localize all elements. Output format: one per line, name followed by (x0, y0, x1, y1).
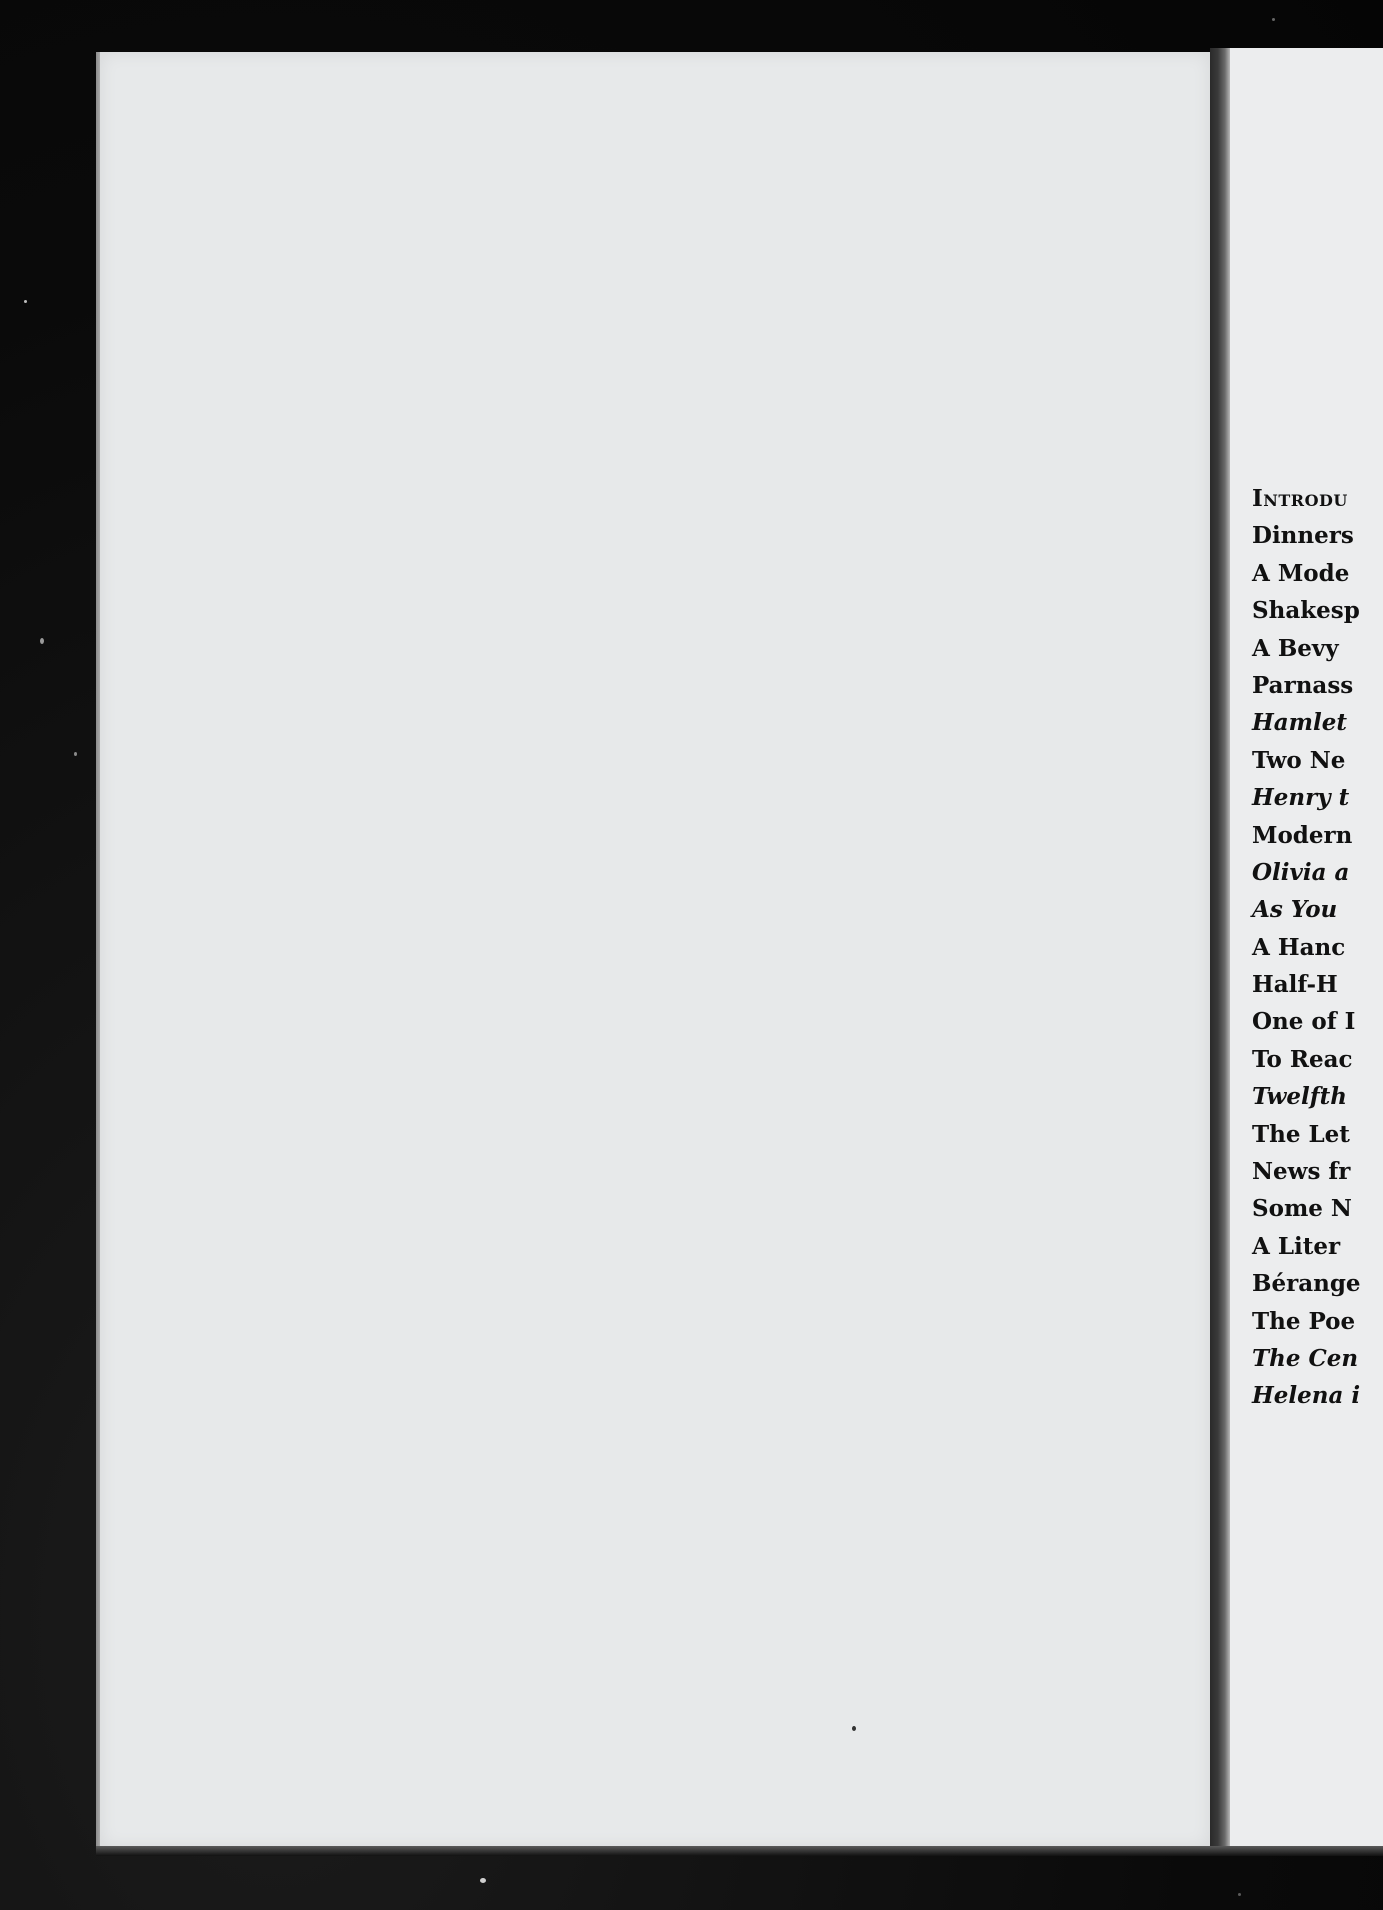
toc-entry: A Mode (1252, 559, 1350, 587)
toc-entry: A Bevy (1252, 634, 1339, 662)
toc-entry: The Cen (1252, 1344, 1359, 1372)
toc-entry: A Hanc (1252, 933, 1346, 961)
toc-entry: To Reac (1252, 1045, 1353, 1073)
toc-entry: The Poe (1252, 1307, 1356, 1335)
toc-entry: Shakesp (1252, 597, 1360, 625)
toc-entry: Introdu (1252, 485, 1348, 512)
toc-entry: As You (1252, 896, 1338, 924)
toc-entry: Hamlet (1252, 709, 1347, 737)
page-bottom-shadow (96, 1846, 1383, 1856)
toc-entry: Dinners (1252, 522, 1354, 550)
toc-entry: Henry t (1252, 784, 1350, 812)
toc-entry: Helena i (1252, 1382, 1361, 1410)
dust-speck (852, 1726, 856, 1731)
toc-entry: News fr (1252, 1158, 1351, 1186)
table-of-contents (1252, 480, 1361, 1415)
dust-speck (40, 638, 44, 644)
dust-speck (480, 1878, 486, 1883)
dust-speck (1238, 1893, 1241, 1896)
toc-entry: Twelfth (1252, 1083, 1347, 1111)
toc-entry: Modern (1252, 821, 1353, 849)
toc-entry: A Liter (1252, 1232, 1341, 1260)
dust-speck (74, 752, 77, 756)
toc-entry: Half-H (1252, 971, 1338, 999)
toc-entry: One of I (1252, 1008, 1356, 1036)
dust-speck (1272, 18, 1275, 21)
blank-left-page (100, 52, 1210, 1848)
right-page (1230, 48, 1383, 1854)
toc-entry: The Let (1252, 1120, 1350, 1148)
toc-entry: Olivia a (1252, 858, 1350, 886)
toc-entry: Parnass (1252, 671, 1354, 699)
book-gutter (1210, 48, 1230, 1854)
toc-entry: Bérange (1252, 1270, 1361, 1298)
toc-entry: Some N (1252, 1195, 1352, 1223)
toc-entry: Two Ne (1252, 746, 1346, 774)
dust-speck (24, 300, 27, 303)
